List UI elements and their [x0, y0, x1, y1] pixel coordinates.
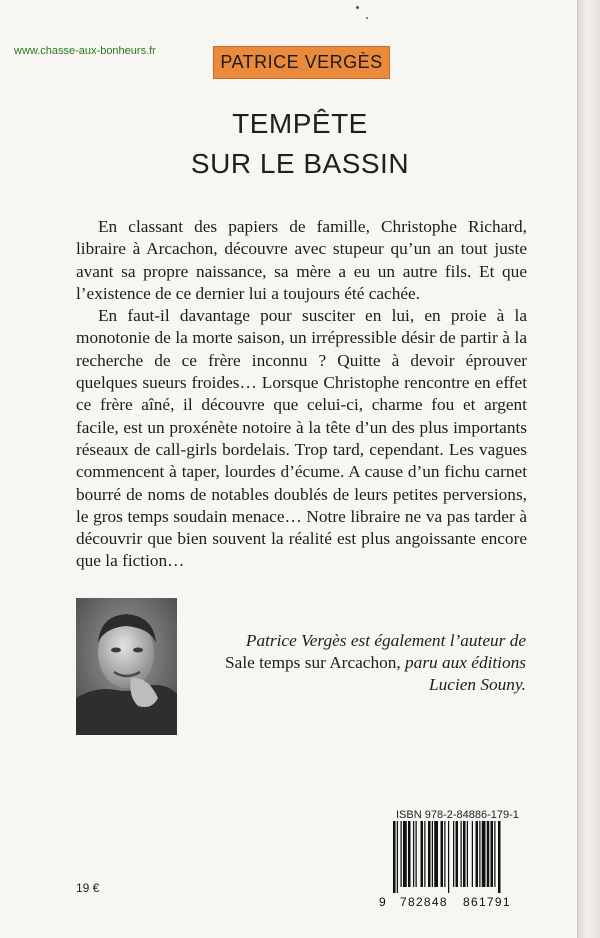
author-name: PATRICE VERGÈS: [220, 52, 383, 72]
book-title-line1: TEMPÊTE: [232, 108, 368, 139]
barcode-digits-group2: 861791: [463, 895, 511, 909]
bio-book-title: Sale temps sur Arcachon,: [225, 653, 401, 672]
barcode-bar: [424, 821, 425, 887]
barcode-bar: [456, 821, 459, 887]
author-bio: [210, 630, 526, 696]
barcode-bar: [461, 821, 462, 887]
book-title-line2: SUR LE BASSIN: [190, 148, 410, 179]
barcode-bar: [463, 821, 466, 887]
blurb-paragraph: En classant des papiers de famille, Christophe Richard, libraire à Arcachon, découvre avec stupeur qu’un an tout juste avant sa propre naissance, sa mère a eu un autre fils. Et que l’existence de ce dernier lui a toujours été cachée.: [76, 217, 527, 303]
bio-text: paru aux éditions Lucien Souny.: [405, 653, 526, 694]
page-edge: [578, 0, 600, 938]
blurb-paragraph: En faut-il davantage pour susciter en lui, en proie à la monotonie de la morte saison, un irrépressible désir de partir à la recherche de ce frère inconnu ? Quitte à devoir éprouver quelques sueurs froides… Lorsque Christophe rencontre en effet ce frère aîné, il découvre que celui-ci, charme fou et argent facile, est un proxénète notoire à la tête d’un des plus importants réseaux de call-girls bordelais. Trop tard, cependant. Les vagues commencent à taper, lourdes d’écume. A cause d’un fichu carnet bourré de noms de notables doublés de leurs petites perversions, le gros temps soudain menace… Notre libraire ne va pas tarder à découvrir que bien souvent la réalité est plus angoissante encore que la fiction…: [76, 306, 527, 571]
barcode-bar: [448, 821, 449, 893]
barcode-bar: [498, 821, 501, 893]
barcode-digits-group1: 782848: [400, 895, 448, 909]
barcode-bar: [408, 821, 411, 887]
blurb: [76, 216, 527, 573]
barcode-digits: [377, 893, 537, 911]
barcode-bar: [416, 821, 417, 887]
barcode-bar: [476, 821, 479, 887]
barcode-bar: [482, 821, 486, 887]
barcode-bar: [491, 821, 494, 887]
author-name-box: [213, 46, 390, 79]
price: 19 €: [76, 881, 100, 895]
barcode-bar: [393, 821, 396, 893]
barcode: [377, 821, 537, 912]
barcode-bar: [413, 821, 414, 887]
watermark: www.chasse-aux-bonheurs.fr: [14, 45, 156, 57]
barcode-bar: [401, 821, 402, 887]
barcode-digit-lead: 9: [379, 895, 386, 909]
barcode-bar: [428, 821, 431, 887]
barcode-bar: [403, 821, 407, 887]
isbn-label: ISBN 978-2-84886-179-1: [396, 809, 519, 821]
bio-text: Patrice Vergès est également l’auteur de: [245, 631, 526, 650]
barcode-bar: [432, 821, 433, 887]
barcode-bar: [453, 821, 454, 887]
barcode-bar: [487, 821, 490, 887]
barcode-bar: [441, 821, 444, 887]
barcode-bar: [467, 821, 468, 887]
barcode-bar: [494, 821, 495, 887]
barcode-bar: [472, 821, 473, 887]
dust-speck: [356, 6, 359, 9]
barcode-bar: [444, 821, 445, 887]
barcode-bars: [377, 821, 537, 893]
barcode-bar: [479, 821, 480, 887]
dust-speck: [366, 17, 368, 19]
author-photo-image: [76, 598, 177, 735]
barcode-bar: [421, 821, 424, 887]
barcode-bar: [434, 821, 438, 887]
author-photo: [76, 598, 177, 735]
barcode-bar: [397, 821, 398, 893]
